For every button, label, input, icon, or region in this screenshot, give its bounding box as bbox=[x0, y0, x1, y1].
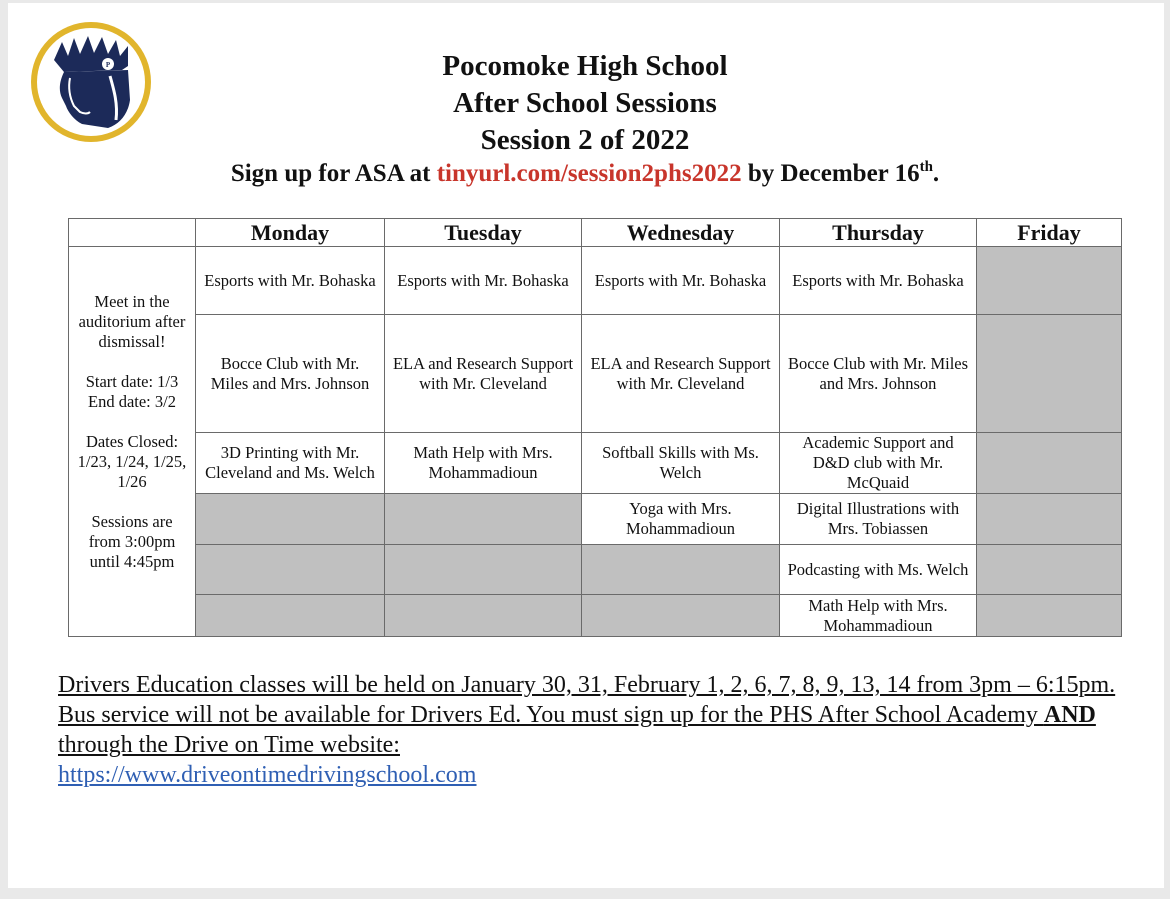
empty-cell bbox=[196, 494, 385, 545]
empty-cell bbox=[385, 595, 582, 637]
closed-label: Dates Closed: bbox=[85, 431, 179, 451]
date-range bbox=[75, 372, 189, 412]
empty-cell bbox=[977, 247, 1122, 315]
table-row bbox=[69, 433, 1122, 494]
closed-dates bbox=[75, 432, 189, 492]
day-header: Thursday bbox=[780, 219, 977, 247]
session-cell: Podcasting with Ms. Welch bbox=[780, 545, 977, 595]
drivers-ed-notice bbox=[58, 670, 1118, 790]
empty-cell bbox=[196, 595, 385, 637]
day-header: Tuesday bbox=[385, 219, 582, 247]
signup-end: . bbox=[932, 160, 940, 187]
start-date: Start date: 1/3 bbox=[85, 371, 179, 391]
day-header: Friday bbox=[977, 219, 1122, 247]
session-title: Session 2 of 2022 bbox=[480, 124, 690, 156]
notice-text-end: through the Drive on Time website: bbox=[58, 732, 400, 758]
notice-text: Drivers Education classes will be held on January 30, 31, February 1, 2, 6, 7, 8, 9, 13, 14 from 3pm – 6:15pm. Bus service will not be available for Drivers Ed. You must sign up for the PHS After School Academy bbox=[58, 672, 1116, 728]
session-cell: ELA and Research Support with Mr. Cleveland bbox=[385, 315, 582, 433]
session-cell: 3D Printing with Mr. Cleveland and Ms. Welch bbox=[196, 433, 385, 494]
empty-cell bbox=[582, 545, 780, 595]
session-cell: Bocce Club with Mr. Miles and Mrs. Johnson bbox=[196, 315, 385, 433]
session-cell: Yoga with Mrs. Mohammadioun bbox=[582, 494, 780, 545]
session-cell: Esports with Mr. Bohaska bbox=[385, 247, 582, 315]
header-row bbox=[69, 219, 1122, 247]
session-cell: Esports with Mr. Bohaska bbox=[582, 247, 780, 315]
notice-bold: AND bbox=[1043, 702, 1096, 728]
drive-on-time-link[interactable]: https://www.driveontimedrivingschool.com bbox=[58, 762, 477, 788]
signup-prefix: Sign up for ASA at bbox=[230, 160, 437, 187]
session-cell: Esports with Mr. Bohaska bbox=[780, 247, 977, 315]
table-row bbox=[69, 315, 1122, 433]
table-row bbox=[69, 545, 1122, 595]
closed-list: 1/23, 1/24, 1/25, 1/26 bbox=[77, 451, 187, 491]
signup-link[interactable]: tinyurl.com/session2phs2022 bbox=[436, 160, 742, 187]
session-cell: Math Help with Mrs. Mohammadioun bbox=[385, 433, 582, 494]
empty-cell bbox=[385, 494, 582, 545]
empty-cell bbox=[977, 595, 1122, 637]
empty-cell bbox=[196, 545, 385, 595]
info-cell bbox=[69, 247, 196, 637]
session-cell: Academic Support and D&D club with Mr. McQuaid bbox=[780, 433, 977, 494]
signup-suffix: by December 16 bbox=[741, 160, 920, 187]
session-cell: Softball Skills with Ms. Welch bbox=[582, 433, 780, 494]
empty-cell bbox=[977, 433, 1122, 494]
meet-note: Meet in the auditorium after dismissal! bbox=[78, 291, 186, 351]
school-name: Pocomoke High School bbox=[442, 50, 728, 82]
svg-text:P: P bbox=[105, 61, 111, 69]
corner-cell bbox=[69, 219, 196, 247]
empty-cell bbox=[385, 545, 582, 595]
day-header: Monday bbox=[196, 219, 385, 247]
document-header bbox=[0, 48, 1170, 191]
session-cell: Digital Illustrations with Mrs. Tobiassen bbox=[780, 494, 977, 545]
program-title: After School Sessions bbox=[453, 87, 717, 119]
end-date: End date: 3/2 bbox=[88, 391, 176, 411]
empty-cell bbox=[977, 545, 1122, 595]
table-row bbox=[69, 595, 1122, 637]
session-cell: Math Help with Mrs. Mohammadioun bbox=[780, 595, 977, 637]
schedule-table bbox=[68, 218, 1122, 637]
signup-line bbox=[0, 157, 1170, 191]
session-cell: Esports with Mr. Bohaska bbox=[196, 247, 385, 315]
signup-sup: th bbox=[919, 159, 933, 175]
day-header: Wednesday bbox=[582, 219, 780, 247]
table-row bbox=[69, 247, 1122, 315]
table-row bbox=[69, 494, 1122, 545]
empty-cell bbox=[582, 595, 780, 637]
empty-cell bbox=[977, 315, 1122, 433]
session-cell: ELA and Research Support with Mr. Cleveland bbox=[582, 315, 780, 433]
session-cell: Bocce Club with Mr. Miles and Mrs. Johnson bbox=[780, 315, 977, 433]
empty-cell bbox=[977, 494, 1122, 545]
session-times: Sessions are from 3:00pm until 4:45pm bbox=[88, 511, 176, 571]
